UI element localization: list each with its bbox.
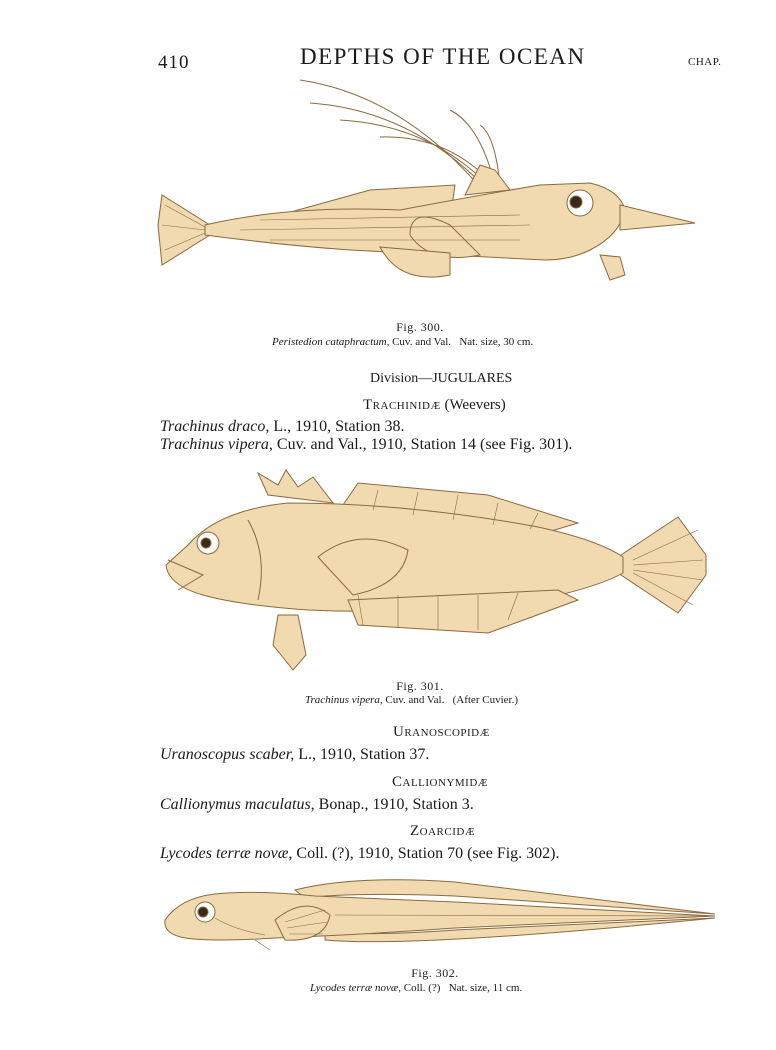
entry-species: Uranoscopus scaber, xyxy=(160,746,295,763)
figure-301-source: (After Cuvier.) xyxy=(452,694,518,706)
entry-lycodes-terrae-novae xyxy=(160,845,560,863)
page-number: 410 xyxy=(158,52,190,73)
entry-species: Lycodes terræ novæ, xyxy=(160,845,293,862)
entry-details: Bonap., 1910, Station 3. xyxy=(318,796,474,813)
division-heading: Division—JUGULARES xyxy=(370,371,513,386)
family-name: Zoarcidæ xyxy=(410,823,476,839)
running-title: DEPTHS OF THE OCEAN xyxy=(300,44,586,69)
figure-300-illustration xyxy=(150,75,710,305)
figure-301-authority: Cuv. and Val. xyxy=(385,694,445,706)
family-name: Callionymidæ xyxy=(392,774,489,790)
entry-species: Trachinus draco, xyxy=(160,418,270,435)
entry-details: Cuv. and Val., 1910, Station 14 (see Fig. 301). xyxy=(276,436,573,453)
entry-species: Callionymus maculatus, xyxy=(160,796,315,813)
family-heading-uranoscopidae xyxy=(393,724,490,741)
family-heading-callionymidae xyxy=(392,774,488,791)
entry-uranoscopus-scaber xyxy=(160,746,429,764)
entry-details: Coll. (?), 1910, Station 70 (see Fig. 302). xyxy=(296,845,560,862)
figure-301-label: Fig. 301. xyxy=(396,679,444,693)
figure-302-species: Lycodes terræ novæ, xyxy=(310,982,402,994)
chapter-label: CHAP. xyxy=(688,56,722,68)
family-name: Uranoscopidæ xyxy=(393,724,490,740)
figure-300-caption xyxy=(272,336,533,348)
family-heading-trachinidae xyxy=(363,397,506,414)
figure-302-caption xyxy=(310,982,522,994)
figure-302-size: Nat. size, 11 cm. xyxy=(448,982,523,994)
figure-300-size: Nat. size, 30 cm. xyxy=(459,336,534,348)
entry-details: L., 1910, Station 37. xyxy=(298,746,430,763)
figure-301-caption xyxy=(305,694,518,706)
figure-302-authority: Coll. (?) xyxy=(403,982,441,994)
family-heading-zoarcidae xyxy=(410,823,475,840)
family-note: (Weevers) xyxy=(444,397,506,413)
figure-301-illustration xyxy=(158,465,718,675)
entry-details: L., 1910, Station 38. xyxy=(273,418,405,435)
figure-300-authority: Cuv. and Val. xyxy=(392,336,452,348)
figure-300-species: Peristedion cataphractum, xyxy=(272,336,390,348)
figure-302-illustration xyxy=(155,870,725,965)
family-name: Trachinidæ xyxy=(363,397,441,413)
figure-301-species: Trachinus vipera, xyxy=(305,694,383,706)
entry-trachinus-draco xyxy=(160,418,404,436)
entry-trachinus-vipera xyxy=(160,436,572,454)
entry-callionymus-maculatus xyxy=(160,796,474,814)
figure-300-label: Fig. 300. xyxy=(396,320,444,334)
entry-species: Trachinus vipera, xyxy=(160,436,273,453)
figure-302-label: Fig. 302. xyxy=(411,966,459,980)
